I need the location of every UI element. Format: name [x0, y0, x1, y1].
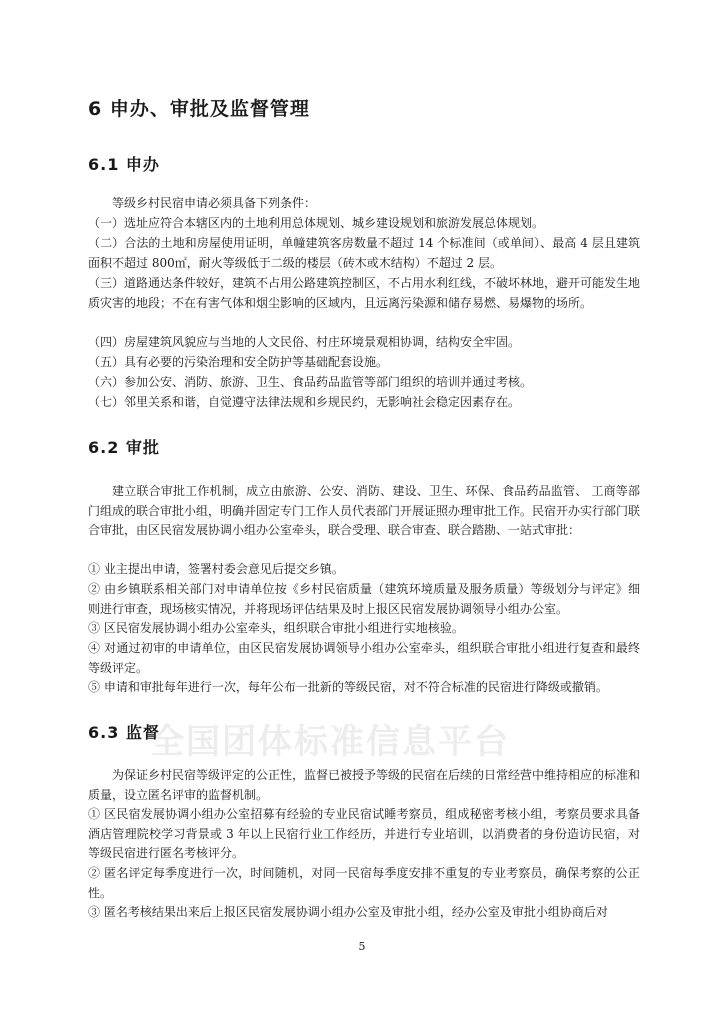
section-6-1-intro: 等级乡村民宿申请必须具备下列条件： [112, 196, 317, 210]
page-number: 5 [358, 940, 366, 953]
section-6-3-heading: 6.3 监督 [88, 723, 160, 742]
list-item: （二）合法的土地和房屋使用证明，单幢建筑客房数量不超过 14 个标准间（或单间）、最高 4 层且建筑面积不超过 800㎡，耐火等级低于二级的楼层（砖木或木结构）不超过 2 层。 [88, 236, 640, 270]
list-item: ④ 对通过初审的申请单位，由区民宿发展协调领导小组办公室牵头，组织联合审批小组进行复查和最终等级评定。 [88, 641, 640, 675]
section-6-3-intro: 为保证乡村民宿等级评定的公正性，监督已被授予等级的民宿在后续的日常经营中维持相应的标准和质量，设立匿名评审的监督机制。 [88, 768, 641, 802]
section-6-1-heading: 6.1 申办 [88, 155, 160, 174]
list-item: ① 区民宿发展协调小组办公室招募有经验的专业民宿试睡考察员，组成秘密考核小组，考察员要求具备酒店管理院校学习背景或 3 年以上民宿行业工作经历，并进行专业培训，以消费者的身份造访民宿，对等级民宿进行匿名考核评分。 [88, 807, 640, 860]
list-item: （三）道路通达条件较好，建筑不占用公路建筑控制区，不占用水利红线，不破坏林地，避开可能发生地质灾害的地段；不在有害气体和烟尘影响的区域内，且远离污染源和储存易燃、易爆物的场所。 [88, 276, 641, 310]
list-item: ② 匿名评定每季度进行一次，时间随机，对同一民宿每季度安排不重复的专业考察员，确保考察的公正性。 [88, 866, 640, 900]
list-item: （七）邻里关系和谐，自觉遵守法律法规和乡规民约，无影响社会稳定因素存在。 [88, 395, 521, 409]
list-item: ① 业主提出申请，签署村委会意见后提交乡镇。 [88, 562, 344, 576]
list-item: （六）参加公安、消防、旅游、卫生、食品药品监管等部门组织的培训并通过考核。 [88, 375, 533, 389]
list-item: （五）具有必要的污染治理和安全防护等基础配套设施。 [88, 355, 389, 369]
section-6-title: 6 申办、审批及监督管理 [88, 98, 310, 120]
list-item: ② 由乡镇联系相关部门对申请单位按《乡村民宿质量（建筑环境质量及服务质量）等级划分与评定》细则进行审查，现场核实情况，并将现场评估结果及时上报区民宿发展协调领导小组办公室。 [88, 582, 640, 616]
list-item: ⑤ 申请和审批每年进行一次，每年公布一批新的等级民宿，对不符合标准的民宿进行降级或撤销。 [88, 680, 608, 694]
section-6-2-intro: 建立联合审批工作机制，成立由旅游、公安、消防、建设、卫生、环保、食品药品监管、 工商等部门组成的联合审批小组，明确并固定专门工作人员代表部门开展证照办理审批工作。民宿开办实行部门联合审批，由区民宿发展协调小组办公室牵头，联合受理、联合审查、联合踏勘、一站式审批： [88, 484, 641, 537]
section-6-2-heading: 6.2 审批 [88, 438, 160, 457]
list-item: ③ 区民宿发展协调小组办公室牵头，组织联合审批小组进行实地核验。 [88, 621, 464, 635]
list-item: （四）房屋建筑风貌应与当地的人文民俗、村庄环境景观相协调，结构安全牢固。 [88, 335, 521, 349]
list-item: ③ 匿名考核结果出来后上报区民宿发展协调小组办公室及审批小组，经办公室及审批小组协商后对 [88, 905, 608, 919]
watermark-text: 全国团体标准信息平台 [150, 722, 510, 762]
list-item: （一）选址应符合本辖区内的土地利用总体规划、城乡建设规划和旅游发展总体规划。 [88, 216, 545, 230]
